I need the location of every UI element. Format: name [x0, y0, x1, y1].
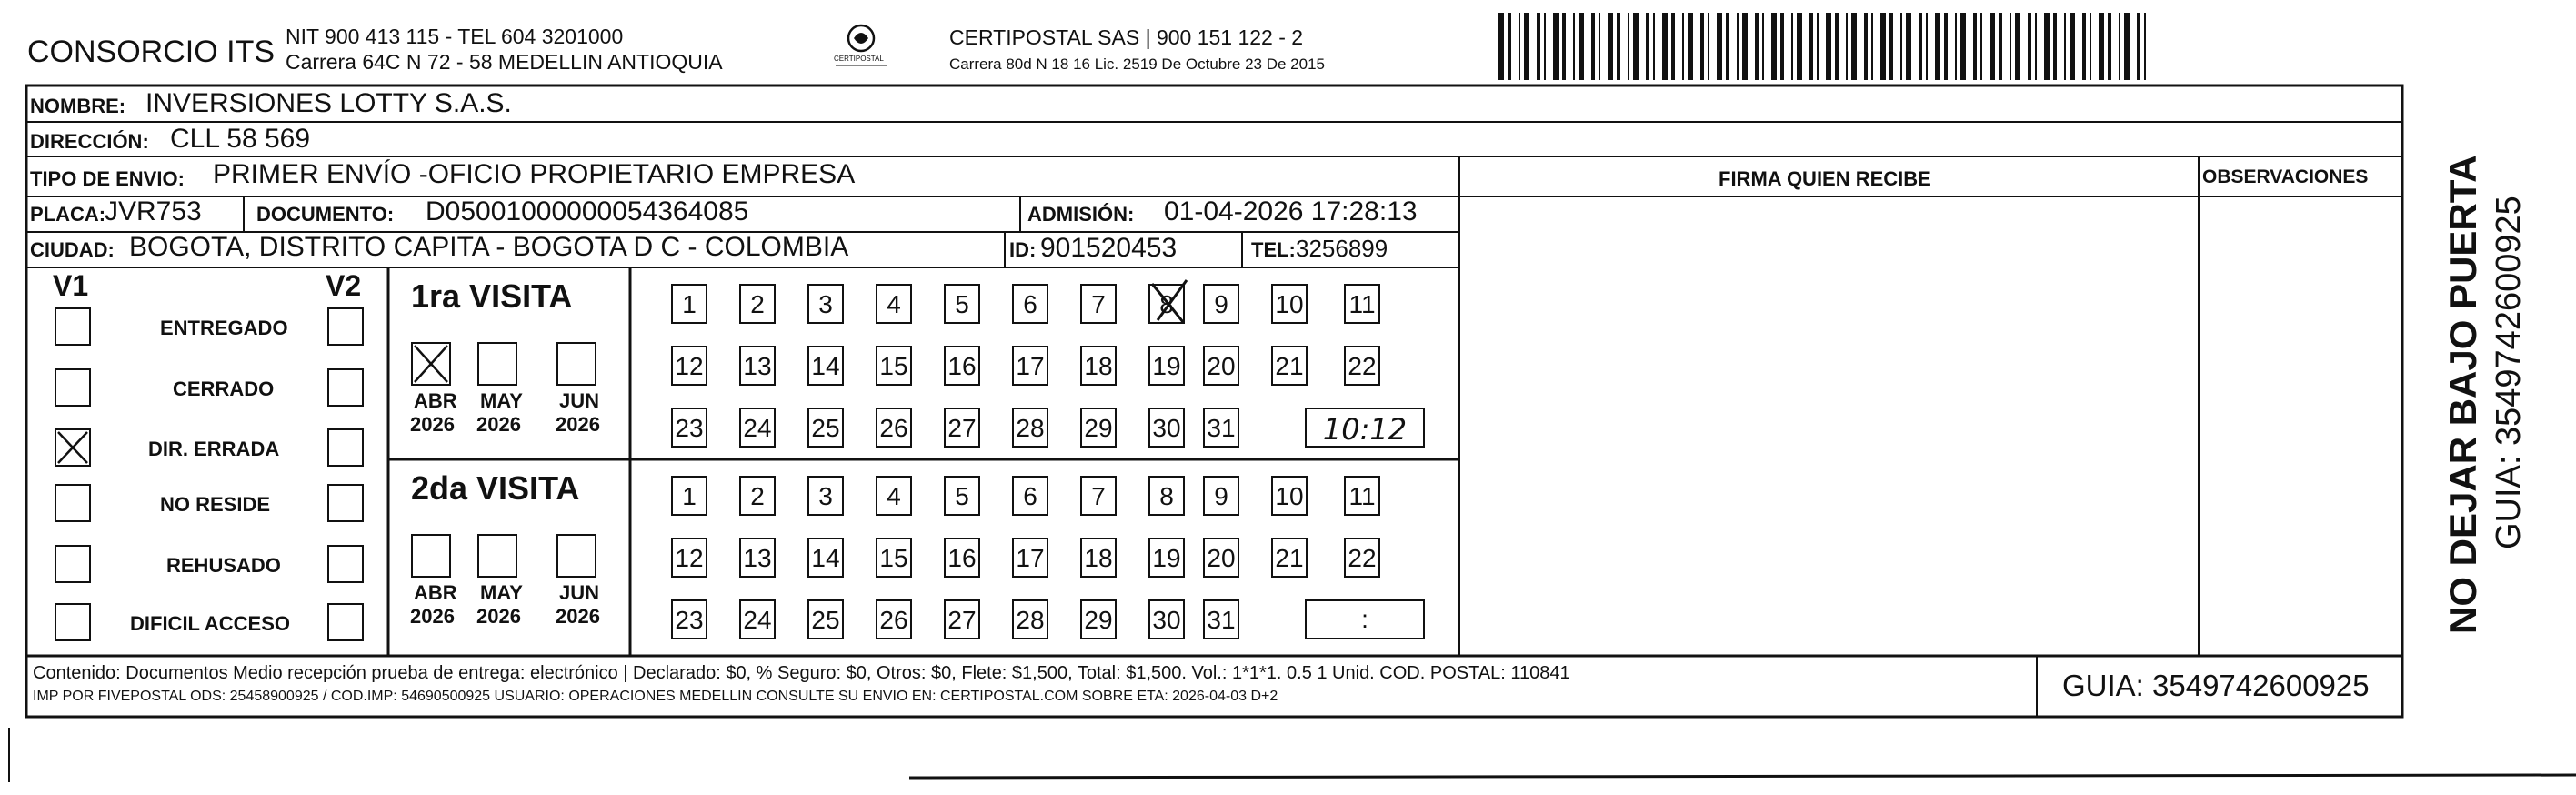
month-checkbox[interactable] [411, 534, 451, 578]
status-option-label: NO RESIDE [160, 493, 271, 516]
company-address: Carrera 64C N 72 - 58 MEDELLIN ANTIOQUIA [286, 50, 723, 74]
observations-label: OBSERVACIONES [2202, 166, 2369, 187]
day-number: 25 [811, 606, 840, 634]
recipient-address: CLL 58 569 [170, 124, 311, 154]
day-number: 16 [947, 352, 977, 380]
status-option-label: REHUSADO [166, 554, 281, 577]
plate-label: PLACA: [30, 203, 106, 226]
day-number: 18 [1084, 544, 1113, 572]
year-label: 2026 [410, 605, 455, 628]
shipment-type-label: TIPO DE ENVIO: [30, 167, 185, 190]
visit-time: 10:12 [1322, 412, 1408, 447]
day-number: 24 [743, 414, 772, 442]
visit-title: 2da VISITA [411, 469, 580, 507]
tel: 3256899 [1296, 235, 1388, 262]
day-box[interactable] [807, 346, 844, 386]
day-number: 10 [1275, 290, 1304, 318]
document-label: DOCUMENTO: [256, 203, 395, 226]
day-box[interactable] [1080, 599, 1117, 639]
day-box[interactable] [1203, 408, 1239, 448]
day-number: 10 [1275, 482, 1304, 510]
month-checkbox[interactable] [556, 534, 596, 578]
month-checkbox[interactable] [411, 342, 451, 386]
v2-label: V2 [326, 269, 362, 302]
day-box[interactable] [1080, 284, 1117, 324]
admission-label: ADMISIÓN: [1027, 203, 1135, 226]
month-checkbox[interactable] [556, 342, 596, 386]
signature-label: FIRMA QUIEN RECIBE [1719, 167, 1931, 190]
status-option-label: ENTREGADO [160, 317, 288, 339]
day-box[interactable] [1344, 284, 1380, 324]
day-box[interactable] [1080, 346, 1117, 386]
check-mark-icon [411, 342, 451, 386]
day-number: 31 [1207, 606, 1236, 634]
day-number: 15 [879, 352, 908, 380]
day-box[interactable] [807, 476, 844, 516]
time-field[interactable] [1305, 599, 1425, 639]
month-label: MAY [480, 389, 523, 412]
day-box[interactable] [944, 284, 980, 324]
day-box[interactable] [1271, 284, 1308, 324]
day-box[interactable] [944, 476, 980, 516]
day-number: 15 [879, 544, 908, 572]
v1-checkbox[interactable] [55, 545, 91, 583]
day-box[interactable] [1203, 284, 1239, 324]
v1-checkbox[interactable] [55, 368, 91, 407]
courier-address: Carrera 80d N 18 16 Lic. 2519 De Octubre 23 De 2015 [949, 55, 1325, 73]
day-box[interactable] [1012, 538, 1048, 578]
day-number: 8 [1159, 290, 1174, 318]
day-box[interactable] [876, 346, 912, 386]
day-box[interactable] [876, 408, 912, 448]
id-label: ID: [1009, 238, 1037, 261]
day-box[interactable] [671, 476, 707, 516]
document-number: D05001000000054364085 [426, 196, 749, 226]
name-label: NOMBRE: [30, 95, 126, 117]
logo-text: CERTIPOSTAL [834, 55, 884, 63]
day-box[interactable] [807, 599, 844, 639]
day-number: 29 [1084, 606, 1113, 634]
visit-title: 1ra VISITA [411, 277, 573, 315]
day-box[interactable] [876, 599, 912, 639]
imp-line: IMP POR FIVEPOSTAL ODS: 25458900925 / COD.IMP: 54690500925 USUARIO: OPERACIONES MEDELLIN CONSULTE SU ENVIO EN: CERTIPOSTAL.COM SOBRE ETA: 2026-04-03 D+2 [33, 689, 1278, 704]
v1-checkbox[interactable] [55, 484, 91, 522]
day-box[interactable] [1012, 476, 1048, 516]
city-label: CIUDAD: [30, 238, 115, 261]
year-label: 2026 [476, 413, 521, 436]
day-box[interactable] [671, 599, 707, 639]
day-number: 1 [682, 482, 697, 510]
day-number: 13 [743, 352, 772, 380]
day-box[interactable] [1012, 284, 1048, 324]
day-number: 4 [887, 482, 901, 510]
day-number: 17 [1016, 544, 1045, 572]
day-box[interactable] [1203, 538, 1239, 578]
company-nit: NIT 900 413 115 - TEL 604 3201000 [286, 25, 624, 48]
year-label: 2026 [476, 605, 521, 628]
day-box[interactable] [1012, 346, 1048, 386]
day-number: 3 [818, 482, 833, 510]
day-number: 20 [1207, 352, 1236, 380]
day-number: 4 [887, 290, 901, 318]
v1-checkbox[interactable] [55, 307, 91, 346]
day-box[interactable] [1012, 599, 1048, 639]
day-box[interactable] [1080, 476, 1117, 516]
city: BOGOTA, DISTRITO CAPITA - BOGOTA D C - COLOMBIA [129, 232, 849, 262]
day-box[interactable] [739, 538, 776, 578]
hand-check-icon [1147, 278, 1192, 326]
v2-checkbox[interactable] [327, 603, 364, 641]
day-number: 3 [818, 290, 833, 318]
day-box[interactable] [944, 346, 980, 386]
day-number: 9 [1214, 482, 1228, 510]
day-number: 27 [947, 414, 977, 442]
day-box[interactable] [1344, 476, 1380, 516]
day-number: 21 [1275, 352, 1304, 380]
day-box[interactable] [1344, 538, 1380, 578]
day-number: 2 [750, 482, 765, 510]
status-option-label: DIFICIL ACCESO [130, 612, 291, 635]
day-box[interactable] [1012, 408, 1048, 448]
day-box[interactable] [1148, 599, 1185, 639]
day-number: 22 [1348, 544, 1377, 572]
day-box[interactable] [1271, 346, 1308, 386]
day-number: 25 [811, 414, 840, 442]
day-number: 23 [675, 414, 704, 442]
v1-checkbox[interactable] [55, 428, 91, 467]
day-number: 29 [1084, 414, 1113, 442]
recipient-id: 901520453 [1040, 233, 1178, 263]
year-label: 2026 [410, 413, 455, 436]
day-number: 19 [1152, 352, 1181, 380]
day-box[interactable] [1203, 599, 1239, 639]
day-number: 18 [1084, 352, 1113, 380]
day-number: 6 [1023, 290, 1037, 318]
month-label: JUN [559, 581, 600, 604]
day-number: 19 [1152, 544, 1181, 572]
day-box[interactable] [1344, 346, 1380, 386]
day-number: 7 [1091, 482, 1106, 510]
day-box[interactable] [1080, 538, 1117, 578]
plate: JVR753 [105, 196, 202, 226]
day-number: 16 [947, 544, 977, 572]
day-number: 28 [1016, 414, 1045, 442]
day-box[interactable] [1080, 408, 1117, 448]
admission-date: 01-04-2026 17:28:13 [1164, 196, 1418, 226]
day-box[interactable] [1148, 284, 1185, 324]
day-box[interactable] [1271, 476, 1308, 516]
v1-checkbox[interactable] [55, 603, 91, 641]
month-label: ABR [414, 389, 457, 412]
shipment-type: PRIMER ENVÍO -OFICIO PROPIETARIO EMPRESA [213, 159, 856, 189]
status-option-label: DIR. ERRADA [148, 438, 280, 460]
day-box[interactable] [1203, 476, 1239, 516]
day-box[interactable] [876, 476, 912, 516]
status-option-label: CERRADO [173, 377, 275, 400]
footer-guia: GUIA: 3549742600925 [2062, 669, 2370, 702]
day-number: 27 [947, 606, 977, 634]
day-box[interactable] [739, 284, 776, 324]
day-box[interactable] [739, 599, 776, 639]
day-box[interactable] [1271, 538, 1308, 578]
day-number: 7 [1091, 290, 1106, 318]
company-name: CONSORCIO ITS [27, 35, 276, 69]
day-number: 30 [1152, 606, 1181, 634]
day-box[interactable] [739, 408, 776, 448]
v2-checkbox[interactable] [327, 307, 364, 346]
day-box[interactable] [944, 408, 980, 448]
year-label: 2026 [556, 413, 600, 436]
visit-time: : [1361, 605, 1368, 633]
day-number: 30 [1152, 414, 1181, 442]
day-number: 6 [1023, 482, 1037, 510]
day-box[interactable] [807, 538, 844, 578]
month-label: JUN [559, 389, 600, 412]
day-number: 20 [1207, 544, 1236, 572]
day-number: 21 [1275, 544, 1304, 572]
day-number: 14 [811, 352, 840, 380]
side-guia: GUIA: 3549742600925 [2490, 196, 2528, 549]
day-box[interactable] [739, 476, 776, 516]
tel-label: TEL: [1251, 238, 1296, 261]
month-label: MAY [480, 581, 523, 604]
day-box[interactable] [671, 408, 707, 448]
day-number: 26 [879, 414, 908, 442]
contents-line: Contenido: Documentos Medio recepción prueba de entrega: electrónico | Declarado: $0, % Seguro: $0, Otros: $0, Flete: $1,500, Total: $1,500. Vol.: 1*1*1. 0.5 1 Unid. COD. POSTAL: 110841 [33, 663, 1570, 683]
day-number: 26 [879, 606, 908, 634]
day-number: 5 [955, 482, 969, 510]
time-field[interactable] [1305, 408, 1425, 448]
day-number: 11 [1348, 290, 1376, 318]
day-number: 28 [1016, 606, 1045, 634]
day-number: 5 [955, 290, 969, 318]
day-number: 11 [1348, 482, 1376, 510]
year-label: 2026 [556, 605, 600, 628]
day-box[interactable] [944, 599, 980, 639]
day-number: 8 [1159, 482, 1174, 510]
day-box[interactable] [944, 538, 980, 578]
day-box[interactable] [807, 284, 844, 324]
day-box[interactable] [671, 346, 707, 386]
day-box[interactable] [807, 408, 844, 448]
day-number: 1 [682, 290, 697, 318]
v2-checkbox[interactable] [327, 484, 364, 522]
day-box[interactable] [1203, 346, 1239, 386]
day-number: 23 [675, 606, 704, 634]
day-number: 17 [1016, 352, 1045, 380]
check-mark-icon [55, 428, 91, 467]
month-label: ABR [414, 581, 457, 604]
month-checkbox[interactable] [477, 342, 517, 386]
day-number: 2 [750, 290, 765, 318]
address-label: DIRECCIÓN: [30, 130, 149, 153]
day-number: 31 [1207, 414, 1236, 442]
day-number: 24 [743, 606, 772, 634]
v2-checkbox[interactable] [327, 368, 364, 407]
month-checkbox[interactable] [477, 534, 517, 578]
v2-checkbox[interactable] [327, 545, 364, 583]
day-box[interactable] [1148, 346, 1185, 386]
day-box[interactable] [1148, 476, 1185, 516]
day-number: 22 [1348, 352, 1377, 380]
day-box[interactable] [739, 346, 776, 386]
no-dejar-warning: NO DEJAR BAJO PUERTA [2441, 155, 2484, 634]
day-number: 14 [811, 544, 840, 572]
day-box[interactable] [1148, 538, 1185, 578]
day-number: 12 [675, 352, 704, 380]
v1-label: V1 [53, 269, 89, 302]
day-number: 13 [743, 544, 772, 572]
day-box[interactable] [671, 284, 707, 324]
courier-name: CERTIPOSTAL SAS | 900 151 122 - 2 [949, 25, 1304, 49]
day-box[interactable] [876, 538, 912, 578]
day-box[interactable] [1148, 408, 1185, 448]
day-box[interactable] [671, 538, 707, 578]
day-box[interactable] [876, 284, 912, 324]
recipient-name: INVERSIONES LOTTY S.A.S. [145, 88, 512, 118]
day-number: 12 [675, 544, 704, 572]
v2-checkbox[interactable] [327, 428, 364, 467]
day-number: 9 [1214, 290, 1228, 318]
